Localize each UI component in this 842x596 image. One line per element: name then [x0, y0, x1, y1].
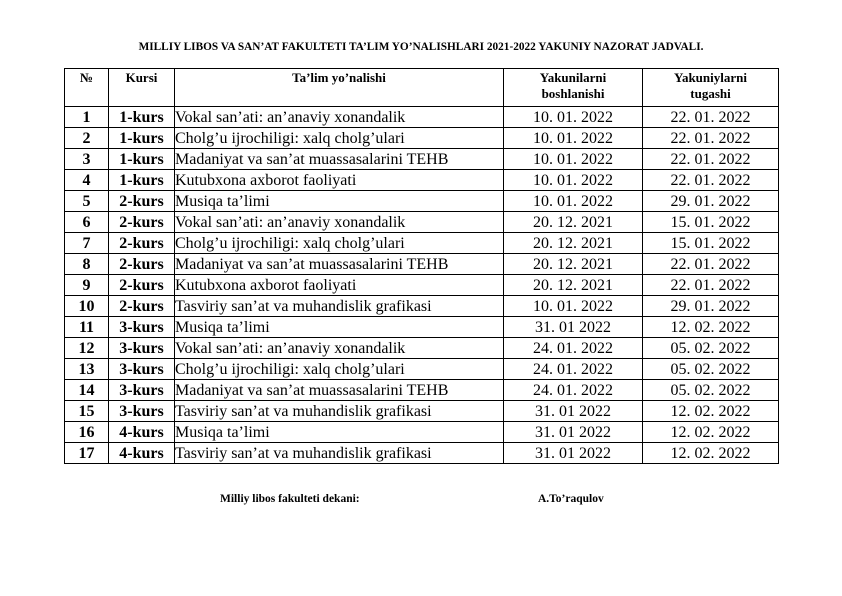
header-number: №	[65, 69, 109, 107]
row-direction: Kutubxona axborot faoliyati	[175, 275, 504, 296]
row-course: 3-kurs	[109, 401, 175, 422]
row-course: 1-kurs	[109, 107, 175, 128]
header-start-date: Yakunilarni boshlanishi	[504, 69, 643, 107]
row-number: 14	[65, 380, 109, 401]
row-direction: Cholg’u ijrochiligi: xalq cholg’ulari	[175, 359, 504, 380]
dean-title: Milliy libos fakulteti dekani:	[220, 493, 360, 505]
row-start-date: 10. 01. 2022	[504, 107, 643, 128]
row-start-date: 10. 01. 2022	[504, 191, 643, 212]
row-start-date: 20. 12. 2021	[504, 212, 643, 233]
row-course: 1-kurs	[109, 128, 175, 149]
table-row	[65, 422, 779, 443]
row-end-date: 15. 01. 2022	[643, 212, 779, 233]
row-course: 2-kurs	[109, 254, 175, 275]
row-course: 3-kurs	[109, 380, 175, 401]
row-start-date: 10. 01. 2022	[504, 128, 643, 149]
table-row	[65, 149, 779, 170]
table-row	[65, 107, 779, 128]
row-direction: Vokal san’ati: an’anaviy xonandalik	[175, 212, 504, 233]
row-start-date: 31. 01 2022	[504, 422, 643, 443]
table-row	[65, 338, 779, 359]
row-end-date: 12. 02. 2022	[643, 422, 779, 443]
row-end-date: 29. 01. 2022	[643, 191, 779, 212]
row-end-date: 05. 02. 2022	[643, 338, 779, 359]
row-end-date: 12. 02. 2022	[643, 317, 779, 338]
row-number: 10	[65, 296, 109, 317]
row-course: 1-kurs	[109, 149, 175, 170]
row-course: 4-kurs	[109, 422, 175, 443]
row-end-date: 29. 01. 2022	[643, 296, 779, 317]
schedule-table	[64, 68, 779, 464]
row-start-date: 10. 01. 2022	[504, 296, 643, 317]
row-number: 2	[65, 128, 109, 149]
row-number: 9	[65, 275, 109, 296]
row-start-date: 31. 01 2022	[504, 401, 643, 422]
row-end-date: 15. 01. 2022	[643, 233, 779, 254]
row-end-date: 22. 01. 2022	[643, 170, 779, 191]
row-end-date: 12. 02. 2022	[643, 443, 779, 464]
row-start-date: 20. 12. 2021	[504, 233, 643, 254]
row-number: 11	[65, 317, 109, 338]
row-course: 1-kurs	[109, 170, 175, 191]
table-row	[65, 254, 779, 275]
row-number: 8	[65, 254, 109, 275]
table-row	[65, 170, 779, 191]
row-direction: Cholg’u ijrochiligi: xalq cholg’ulari	[175, 233, 504, 254]
row-number: 5	[65, 191, 109, 212]
row-direction: Musiqa ta’limi	[175, 422, 504, 443]
table-row	[65, 212, 779, 233]
row-number: 17	[65, 443, 109, 464]
table-row	[65, 317, 779, 338]
row-start-date: 24. 01. 2022	[504, 380, 643, 401]
row-number: 12	[65, 338, 109, 359]
row-number: 7	[65, 233, 109, 254]
row-start-date: 10. 01. 2022	[504, 170, 643, 191]
table-row	[65, 443, 779, 464]
row-direction: Cholg’u ijrochiligi: xalq cholg’ulari	[175, 128, 504, 149]
row-end-date: 22. 01. 2022	[643, 254, 779, 275]
row-number: 16	[65, 422, 109, 443]
dean-name: A.To’raqulov	[538, 493, 604, 505]
header-end-date: Yakuniylarni tugashi	[643, 69, 779, 107]
row-direction: Musiqa ta’limi	[175, 317, 504, 338]
row-course: 2-kurs	[109, 212, 175, 233]
row-course: 4-kurs	[109, 443, 175, 464]
row-start-date: 10. 01. 2022	[504, 149, 643, 170]
table-row	[65, 296, 779, 317]
row-start-date: 31. 01 2022	[504, 443, 643, 464]
row-number: 1	[65, 107, 109, 128]
document-title: MILLIY LIBOS VA SAN’AT FAKULTETI TA’LIM YO’NALISHLARI 2021-2022 YAKUNIY NAZORAT JADVALI.	[138, 41, 704, 53]
table-row	[65, 359, 779, 380]
table-row	[65, 233, 779, 254]
row-number: 13	[65, 359, 109, 380]
table-header-row	[65, 69, 779, 107]
row-course: 2-kurs	[109, 275, 175, 296]
row-course: 3-kurs	[109, 317, 175, 338]
row-number: 4	[65, 170, 109, 191]
row-end-date: 05. 02. 2022	[643, 359, 779, 380]
row-end-date: 12. 02. 2022	[643, 401, 779, 422]
row-direction: Madaniyat va san’at muassasalarini TEHB	[175, 380, 504, 401]
row-start-date: 20. 12. 2021	[504, 275, 643, 296]
row-direction: Tasviriy san’at va muhandislik grafikasi	[175, 296, 504, 317]
row-direction: Madaniyat va san’at muassasalarini TEHB	[175, 254, 504, 275]
header-direction: Ta’lim yo’nalishi	[175, 69, 504, 107]
row-start-date: 31. 01 2022	[504, 317, 643, 338]
table-row	[65, 380, 779, 401]
row-direction: Madaniyat va san’at muassasalarini TEHB	[175, 149, 504, 170]
row-number: 3	[65, 149, 109, 170]
row-start-date: 24. 01. 2022	[504, 359, 643, 380]
row-course: 2-kurs	[109, 191, 175, 212]
row-course: 3-kurs	[109, 359, 175, 380]
row-end-date: 22. 01. 2022	[643, 149, 779, 170]
table-row	[65, 128, 779, 149]
row-start-date: 20. 12. 2021	[504, 254, 643, 275]
row-course: 3-kurs	[109, 338, 175, 359]
row-number: 6	[65, 212, 109, 233]
row-end-date: 05. 02. 2022	[643, 380, 779, 401]
row-number: 15	[65, 401, 109, 422]
row-direction: Vokal san’ati: an’anaviy xonandalik	[175, 338, 504, 359]
header-course: Kursi	[109, 69, 175, 107]
table-row	[65, 401, 779, 422]
row-direction: Kutubxona axborot faoliyati	[175, 170, 504, 191]
row-course: 2-kurs	[109, 233, 175, 254]
row-end-date: 22. 01. 2022	[643, 275, 779, 296]
row-direction: Tasviriy san’at va muhandislik grafikasi	[175, 401, 504, 422]
row-end-date: 22. 01. 2022	[643, 128, 779, 149]
table-row	[65, 191, 779, 212]
row-course: 2-kurs	[109, 296, 175, 317]
row-direction: Musiqa ta’limi	[175, 191, 504, 212]
row-end-date: 22. 01. 2022	[643, 107, 779, 128]
row-start-date: 24. 01. 2022	[504, 338, 643, 359]
table-row	[65, 275, 779, 296]
row-direction: Tasviriy san’at va muhandislik grafikasi	[175, 443, 504, 464]
row-direction: Vokal san’ati: an’anaviy xonandalik	[175, 107, 504, 128]
